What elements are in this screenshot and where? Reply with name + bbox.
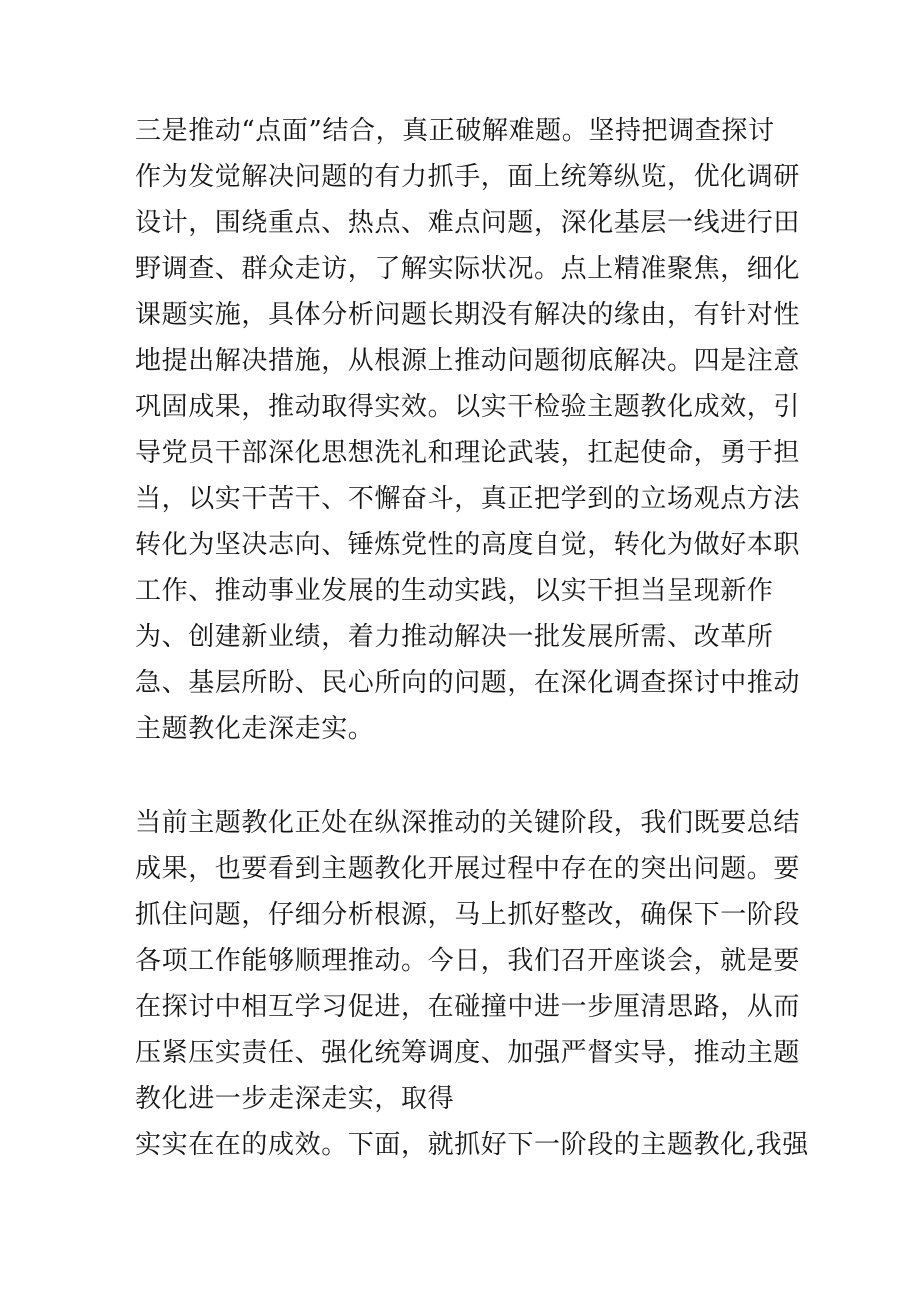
text-line: 当前主题教化正处在纵深推动的关键阶段，我们既要总结: [135, 808, 801, 838]
text-line: 成果，也要看到主题教化开展过程中存在的突出问题。要: [135, 854, 801, 884]
text-line: 课题实施，具体分析问题长期没有解决的缘由，有针对性: [135, 300, 801, 330]
text-line: 主题教化走深走实。: [135, 714, 375, 744]
text-line: 在探讨中相互学习促进，在碰撞中进一步厘清思路，从而: [135, 992, 801, 1022]
paragraph-2: [135, 800, 809, 1168]
text-line: 导党员干部深化思想洗礼和理论武装，扛起使命，勇于担: [135, 438, 801, 468]
text-line: 三是推动“点面”结合，真正破解难题。坚持把调查探讨: [135, 116, 775, 146]
text-line: 作为发觉解决问题的有力抓手，面上统筹纵览，优化调研: [135, 162, 801, 192]
text-line: 野调查、群众走访，了解实际状况。点上精准聚焦，细化: [135, 254, 801, 284]
text-line: 急、基层所盼、民心所向的问题，在深化调查探讨中推动: [135, 668, 801, 698]
text-line: 抓住问题，仔细分析根源，马上抓好整改，确保下一阶段: [135, 900, 801, 930]
text-line: 教化进一步走深走实，取得: [135, 1084, 455, 1114]
text-line: 实实在在的成效。下面，就抓好下一阶段的主题教化,我强: [135, 1130, 809, 1160]
text-line: 设计，围绕重点、热点、难点问题，深化基层一线进行田: [135, 208, 801, 238]
text-line: 各项工作能够顺理推动。今日，我们召开座谈会，就是要: [135, 946, 801, 976]
text-line: 巩固成果，推动取得实效。以实干检验主题教化成效，引: [135, 392, 801, 422]
text-line: 地提出解决措施，从根源上推动问题彻底解决。四是注意: [135, 346, 801, 376]
text-line: 转化为坚决志向、锤炼党性的高度自觉，转化为做好本职: [135, 530, 801, 560]
text-line: 压紧压实责任、强化统筹调度、加强严督实导，推动主题: [135, 1038, 801, 1068]
text-line: 工作、推动事业发展的生动实践，以实干担当呈现新作: [135, 576, 774, 606]
text-line: 当，以实干苦干、不懈奋斗，真正把学到的立场观点方法: [135, 484, 801, 514]
paragraph-1: [135, 108, 805, 752]
text-line: 为、创建新业绩，着力推动解决一批发展所需、改革所: [135, 622, 774, 652]
